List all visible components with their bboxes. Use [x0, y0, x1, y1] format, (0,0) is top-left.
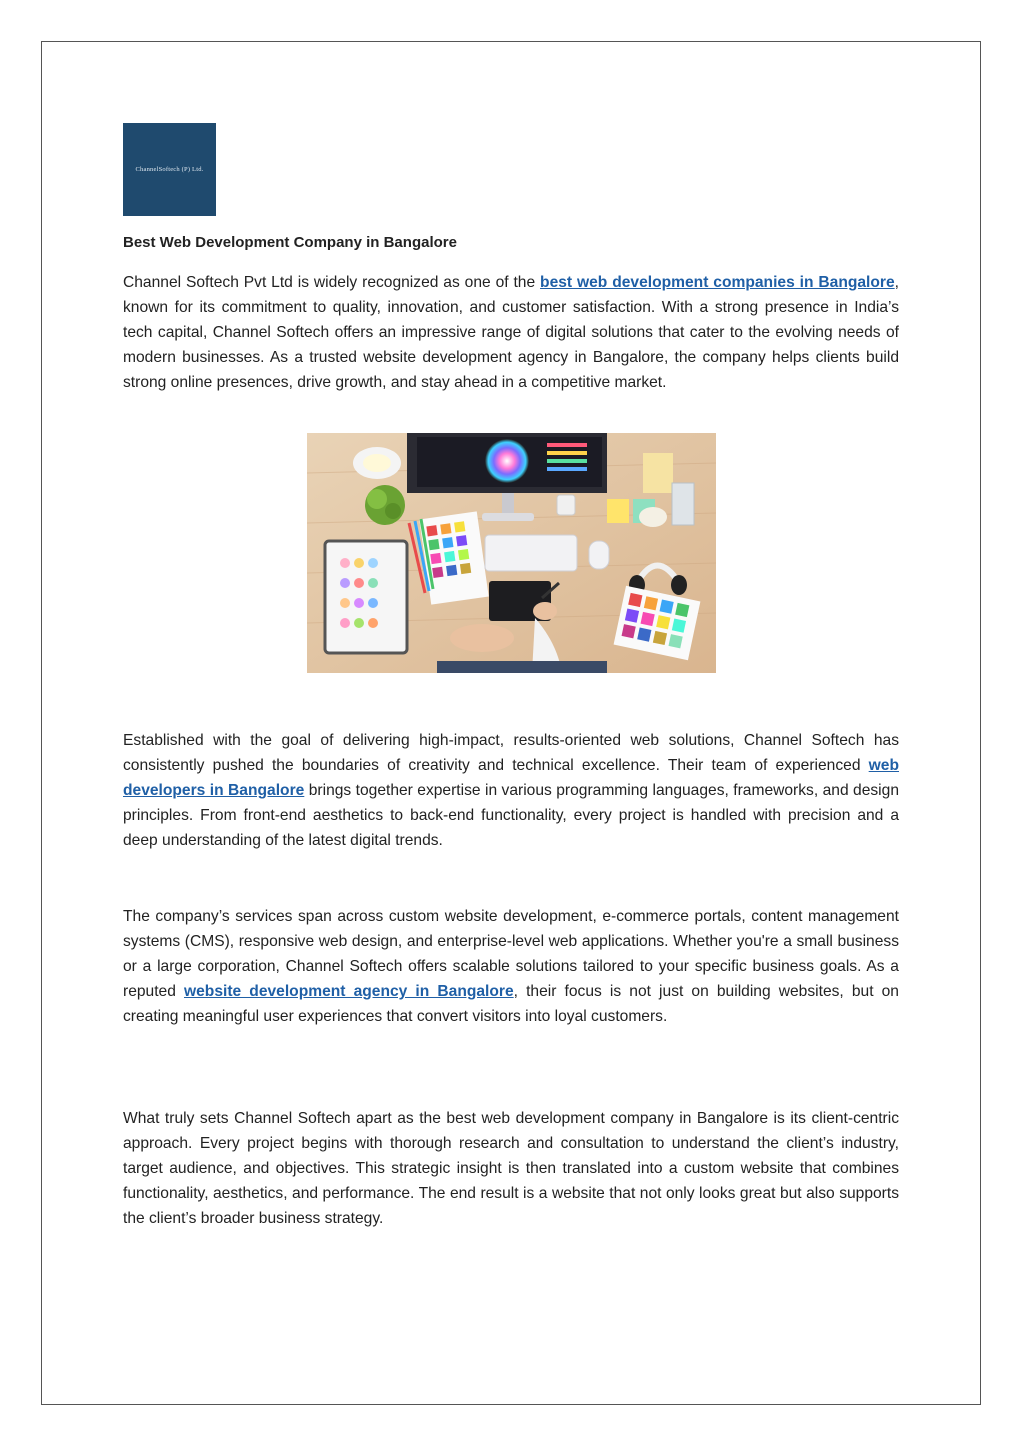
services-text-after: , their focus is not just on building websites, but on creating meaningful user experiences that convert visitors into loyal customers. [123, 983, 899, 1025]
intro-text-after: , known for its commitment to quality, innovation, and customer satisfaction. With a strong presence in India’s tech capital, Channel Softech offers an impressive range of digital solutions that cater to the evolving needs of modern businesses. As a trusted website development agency in Bangalore, the company helps clients build strong online presences, drive growth, and stay ahead in a competitive market. [123, 274, 899, 391]
link-best-web-development-companies[interactable]: best web development companies in Bangalore [540, 274, 895, 291]
link-website-development-agency[interactable]: website development agency in Bangalore [184, 983, 514, 1000]
services-text-before: The company’s services span across custom website development, e-commerce portals, content management systems (CMS), responsive web design, and enterprise-level web applications. Whether you're a small business or a large corporation, Channel Softech offers scalable solutions tailored to your specific business goals. As a reputed [123, 908, 899, 1000]
client-centric-paragraph: What truly sets Channel Softech apart as the best web development company in Bangalore is its client-centric approach. Every project begins with thorough research and consultation to understand the client’s industry, target audience, and objectives. This strategic insight is then translated into a custom website that combines functionality, aesthetics, and performance. The end result is a website that not only looks great but also supports the client’s broader business strategy. [123, 1110, 899, 1227]
logo-text: ChannelSoftech (P) Ltd. [135, 166, 204, 173]
services-paragraph [123, 904, 899, 1029]
established-paragraph [123, 728, 899, 853]
company-logo [123, 123, 216, 216]
link-web-developers-bangalore[interactable]: web developers in Bangalore [123, 757, 899, 799]
established-text-after: brings together expertise in various programming languages, frameworks, and design principles. From front-end aesthetics to back-end functionality, every project is handled with precision and a deep understanding of the latest digital trends. [123, 782, 899, 849]
intro-paragraph [123, 270, 899, 395]
intro-text-before: Channel Softech Pvt Ltd is widely recognized as one of the [123, 274, 541, 291]
page-title: Best Web Development Company in Bangalore [123, 234, 457, 251]
workspace-photo [307, 433, 716, 673]
established-text-before: Established with the goal of delivering high-impact, results-oriented web solutions, Channel Softech has consistently pushed the boundaries of creativity and technical excellence. Their team of experienced [123, 732, 899, 774]
